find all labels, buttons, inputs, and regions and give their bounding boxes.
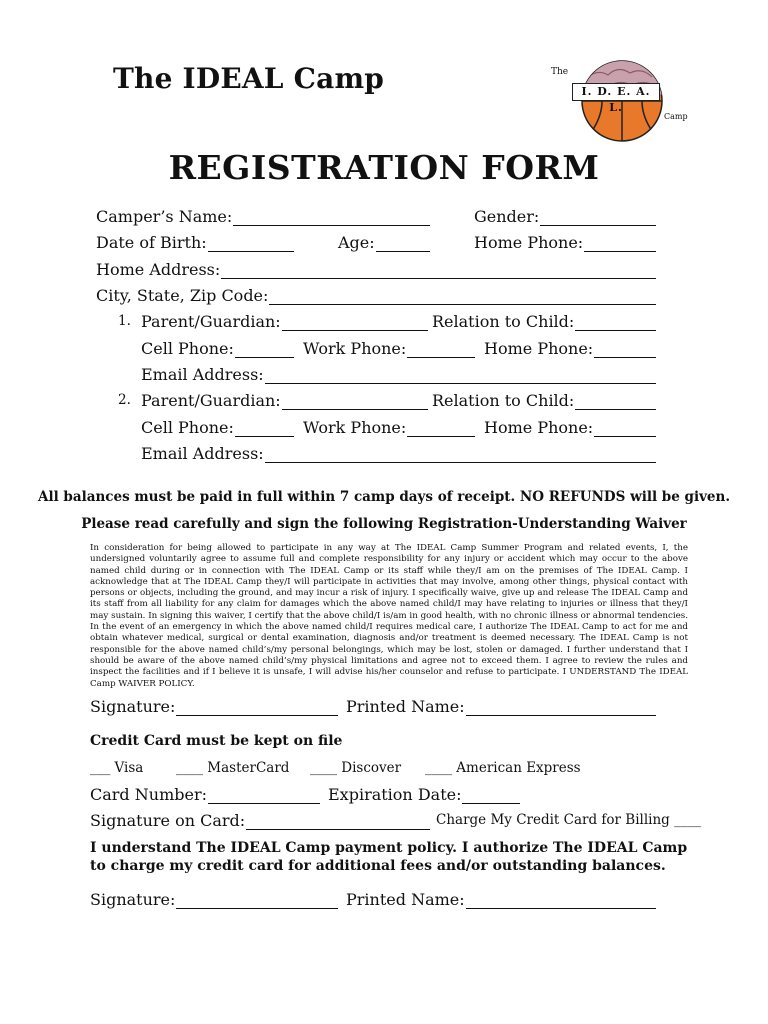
guardian-1-work-phone-field[interactable]: Work Phone: — [303, 340, 475, 358]
credit-card-heading: Credit Card must be kept on file — [90, 733, 343, 749]
guardian-1-email-field[interactable]: Email Address: — [141, 366, 656, 384]
logo-tag: I. D. E. A. L. — [572, 83, 660, 101]
guardian-2-name-field[interactable]: Parent/Guardian: — [141, 392, 428, 410]
balances-notice: All balances must be paid in full within 7 camp days of receipt. NO REFUNDS will be given. — [37, 489, 731, 505]
payment-printed-name-field[interactable]: Printed Name: — [346, 891, 656, 909]
form-title: REGISTRATION FORM — [168, 148, 600, 187]
logo-the-text: The — [551, 67, 569, 77]
guardian-2-cell-phone-field[interactable]: Cell Phone: — [141, 419, 294, 437]
signature-on-card-field[interactable]: Signature on Card: — [90, 812, 430, 830]
city-state-zip-field[interactable]: City, State, Zip Code: — [96, 287, 656, 305]
guardian-1-home-phone-field[interactable]: Home Phone: — [484, 340, 656, 358]
logo-camp-text: Camp — [664, 112, 688, 121]
home-phone-field[interactable]: Home Phone: — [474, 234, 656, 252]
campers-name-field[interactable]: Camper’s Name: — [96, 208, 430, 226]
expiration-date-field[interactable]: Expiration Date: — [328, 786, 520, 804]
guardian-1-number: 1. — [118, 313, 131, 329]
mastercard-option[interactable]: ____ MasterCard — [176, 760, 290, 776]
gender-field[interactable]: Gender: — [474, 208, 656, 226]
guardian-2-email-field[interactable]: Email Address: — [141, 445, 656, 463]
guardian-2-work-phone-field[interactable]: Work Phone: — [303, 419, 475, 437]
waiver-printed-name-field[interactable]: Printed Name: — [346, 698, 656, 716]
charge-billing-option[interactable]: Charge My Credit Card for Billing ____ — [436, 812, 702, 828]
age-field[interactable]: Age: — [338, 234, 430, 252]
card-number-field[interactable]: Card Number: — [90, 786, 320, 804]
camp-name: The IDEAL Camp — [113, 62, 385, 95]
waiver-signature-field[interactable]: Signature: — [90, 698, 338, 716]
guardian-1-name-field[interactable]: Parent/Guardian: — [141, 313, 428, 331]
payment-signature-field[interactable]: Signature: — [90, 891, 338, 909]
camp-logo — [548, 50, 698, 150]
guardian-2-home-phone-field[interactable]: Home Phone: — [484, 419, 656, 437]
american-express-option[interactable]: ____ American Express — [425, 760, 581, 776]
waiver-read-notice: Please read carefully and sign the following Registration-Understanding Waiver — [81, 516, 687, 532]
waiver-text: In consideration for being allowed to participate in any way at The IDEAL Camp Summer Program and related events, I, the undersigned voluntarily agree to assume full and complete responsibility for any injury or accident which may occur to the above named child during or in connection with The IDEAL Camp or its staff while they/I am on the premises of The IDEAL Camp. I acknowledge that at The IDEAL Camp they/I will participate in activities that may involve, among other things, physical contact with persons or objects, including the ground, and may incur a risk of injury. I specifically waive, give up and release The IDEAL Camp and its staff from all liability for any claim for damages which the above named child/I may have relating to injuries or illness that they/I may sustain. In signing this waiver, I certify that the above child/I is/am in good health, with no chronic illness or abnormal tendencies. In the event of an emergency in which the above named child/I requires medical care, I authorize The IDEAL Camp to act for me and obtain whatever medical, surgical or dental examination, diagnosis and/or treatment is deemed necessary. The IDEAL Camp is not responsible for the above named child’s/my personal belongings, which may be lost, stolen or damaged. I further understand that I should be aware of the above named child’s/my physical limitations and agree not to exceed them. I agree to review the rules and inspect the facilities and if I believe it is unsafe, I will advise his/her counselor and refuse to participate. I UNDERSTAND The IDEAL Camp WAIVER POLICY. — [90, 543, 688, 689]
guardian-1-cell-phone-field[interactable]: Cell Phone: — [141, 340, 294, 358]
home-address-field[interactable]: Home Address: — [96, 261, 656, 279]
visa-option[interactable]: ___ Visa — [90, 760, 144, 776]
guardian-1-relation-field[interactable]: Relation to Child: — [432, 313, 656, 331]
discover-option[interactable]: ____ Discover — [310, 760, 402, 776]
guardian-2-number: 2. — [118, 392, 131, 408]
date-of-birth-field[interactable]: Date of Birth: — [96, 234, 294, 252]
guardian-2-relation-field[interactable]: Relation to Child: — [432, 392, 656, 410]
payment-policy-statement: I understand The IDEAL Camp payment policy. I authorize The IDEAL Camp to charge my credit card for additional fees and/or outstanding balances. — [90, 840, 688, 874]
